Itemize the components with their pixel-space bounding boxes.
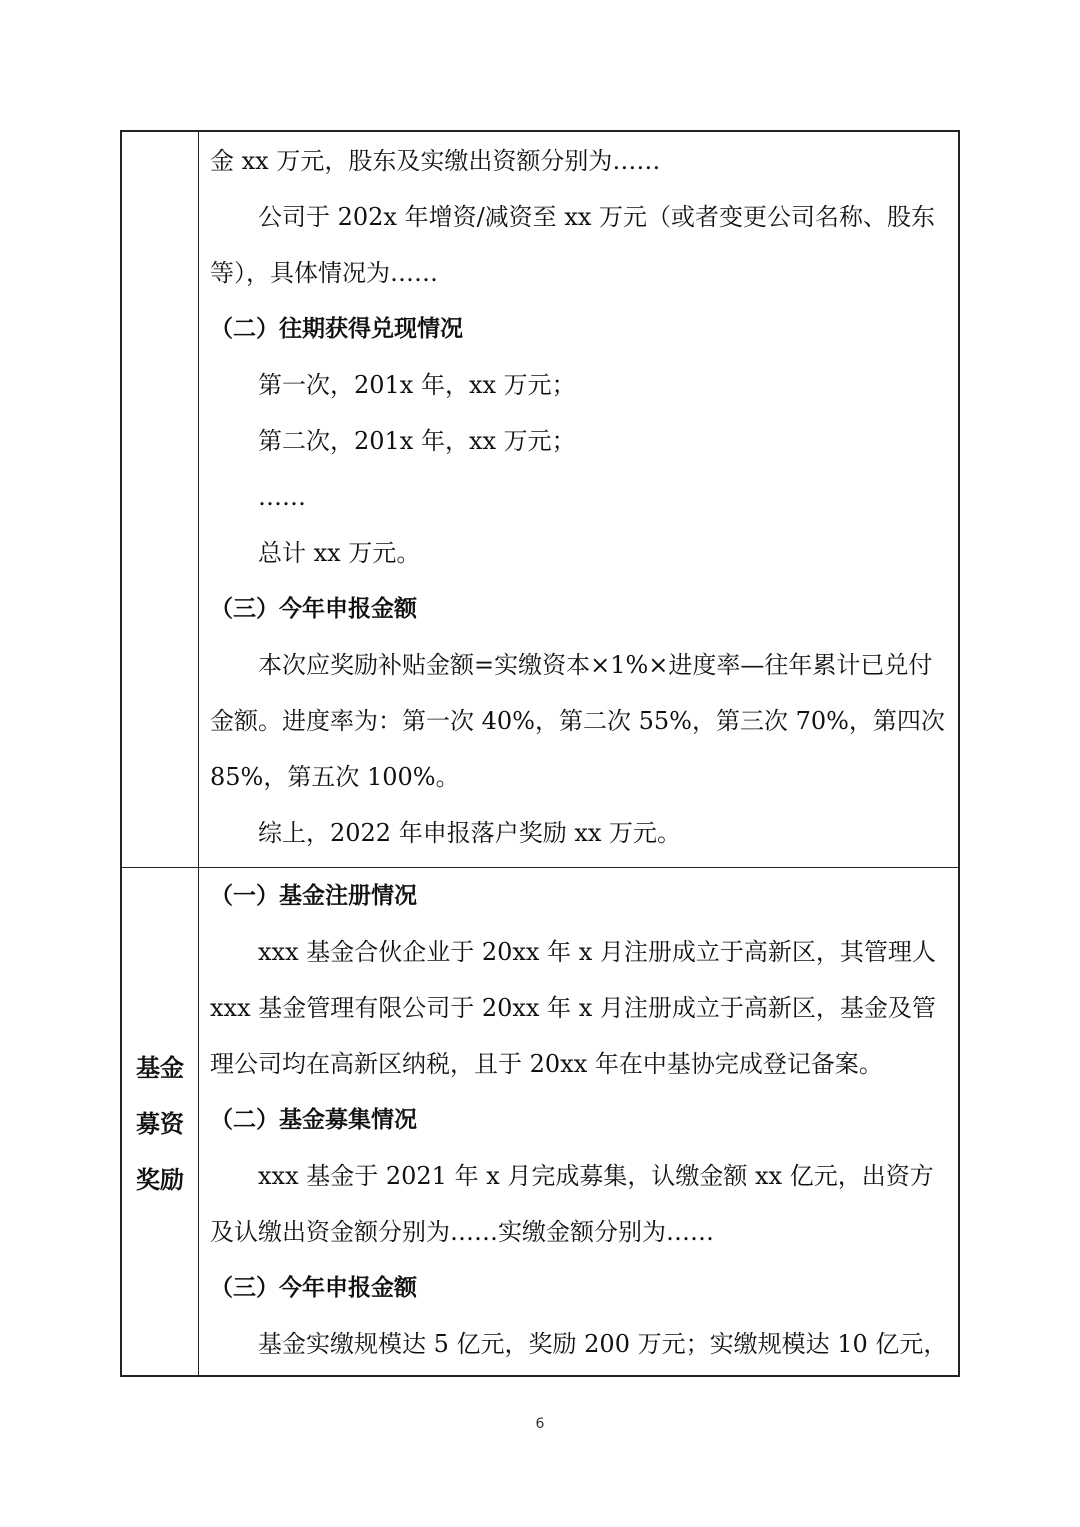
body-paragraph: xxx 基金合伙企业于 20xx 年 x 月注册成立于高新区，其管理人 xxx 基金管理有限公司于 20xx 年 x 月注册成立于高新区，基金及管理公司均在高新区纳税，且于 20xx 年在中基协完成登记备案。 [210,938,936,1078]
row-label-line-1: 基金 [136,1054,184,1082]
section-b-content [210,868,955,1372]
application-table [120,130,960,1377]
row-label [120,1040,200,1208]
row-label-line-3: 奖励 [136,1166,184,1194]
body-paragraph: xxx 基金于 2021 年 x 月完成募集，认缴金额 xx 亿元，出资方及认缴出资金额分别为……实缴金额分别为…… [210,1162,934,1246]
body-paragraph: 公司于 202x 年增资/减资至 xx 万元（或者变更公司名称、股东等），具体情况为…… [210,203,936,287]
body-paragraph: 总计 xx 万元。 [258,539,421,567]
section-heading: （三）今年申报金额 [210,596,417,622]
body-paragraph: 第一次，201x 年，xx 万元； [258,371,576,399]
row-label-line-2: 募资 [136,1110,184,1138]
table-border-bottom [120,1375,960,1377]
section-heading: （二）往期获得兑现情况 [210,316,463,342]
page-number: 6 [535,1416,545,1432]
table-row-fund-raising-reward [120,868,960,1375]
table-row-prior-section [120,133,960,867]
body-paragraph: 第二次，201x 年，xx 万元； [258,427,576,455]
body-paragraph: 金 xx 万元，股东及实缴出资额分别为…… [210,147,661,175]
section-heading: （二）基金募集情况 [210,1107,417,1133]
section-heading: （三）今年申报金额 [210,1275,417,1301]
section-heading: （一）基金注册情况 [210,883,417,909]
body-paragraph: 本次应奖励补贴金额=实缴资本×1%×进度率—往年累计已兑付金额。进度率为：第一次 40%，第二次 55%，第三次 70%，第四次 85%，第五次 100%。 [210,651,945,791]
body-paragraph: 综上，2022 年申报落户奖励 xx 万元。 [258,819,682,847]
body-paragraph: …… [258,483,306,511]
table-border-top [120,130,960,132]
body-paragraph: 基金实缴规模达 5 亿元，奖励 200 万元；实缴规模达 10 亿元， [258,1330,948,1358]
section-a-content [210,133,955,861]
